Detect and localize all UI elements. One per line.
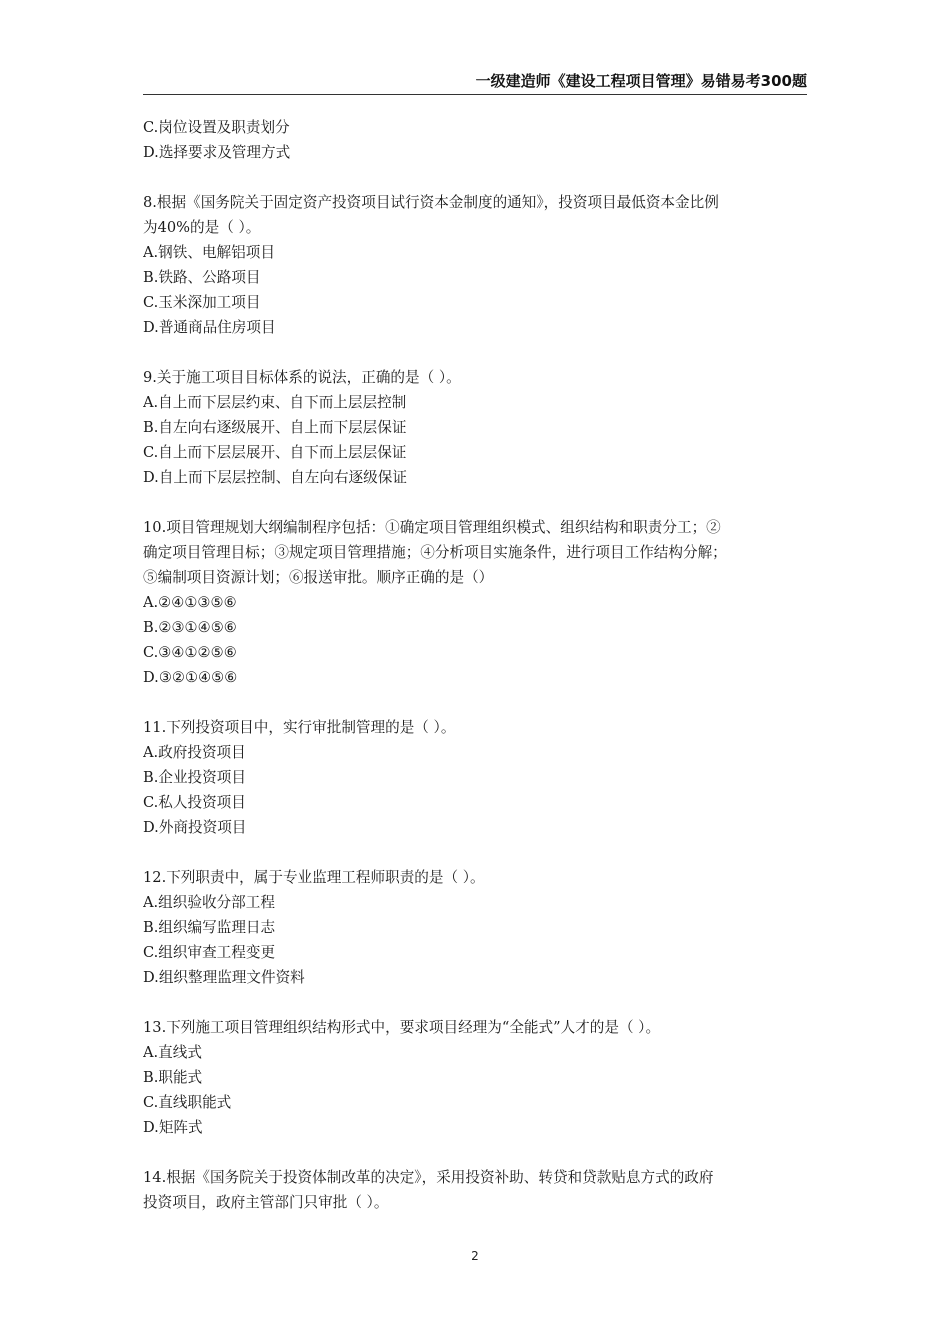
option-a: A.自上而下层层约束、自下而上层层控制 xyxy=(143,394,407,411)
option-d: D.普通商品住房项目 xyxy=(143,319,276,336)
question-stem: 投资项目，政府主管部门只审批（ ）。 xyxy=(143,1194,389,1211)
question-9 xyxy=(143,365,811,490)
question-10 xyxy=(143,515,811,690)
option-a: A.组织验收分部工程 xyxy=(143,894,275,911)
option-c: C.直线职能式 xyxy=(143,1094,232,1111)
option-b: B.铁路、公路项目 xyxy=(143,269,261,286)
question-stem: 14.根据《国务院关于投资体制改革的决定》，采用投资补助、转贷和贷款贴息方式的政府 xyxy=(143,1169,714,1186)
option-d: D.外商投资项目 xyxy=(143,819,247,836)
question-stem: 为40%的是（ ）。 xyxy=(143,219,261,236)
question-11 xyxy=(143,715,811,840)
question-14 xyxy=(143,1165,811,1215)
option-d: D.矩阵式 xyxy=(143,1119,203,1136)
option-b: B.②③①④⑤⑥ xyxy=(143,619,237,636)
document-title: 一级建造师《建设工程项目管理》易错易考300题 xyxy=(475,72,807,90)
option-c: C.③④①②⑤⑥ xyxy=(143,644,237,661)
option-b: B.组织编写监理日志 xyxy=(143,919,276,936)
option-c: C.组织审查工程变更 xyxy=(143,944,276,961)
page-content xyxy=(143,115,811,1215)
option-d: D.③②①④⑤⑥ xyxy=(143,669,238,686)
option-a: A.政府投资项目 xyxy=(143,744,246,761)
question-stem: ⑤编制项目资源计划；⑥报送审批。顺序正确的是（） xyxy=(143,569,494,586)
option-b: B.自左向右逐级展开、自上而下层层保证 xyxy=(143,419,407,436)
option-d: D.组织整理监理文件资料 xyxy=(143,969,305,986)
carryover-options xyxy=(143,115,811,165)
question-8 xyxy=(143,190,811,340)
option-c: C.玉米深加工项目 xyxy=(143,294,261,311)
option-d: D.选择要求及管理方式 xyxy=(143,144,291,161)
option-a: A.直线式 xyxy=(143,1044,202,1061)
option-c: C.岗位设置及职责划分 xyxy=(143,119,290,136)
question-stem: 10.项目管理规划大纲编制程序包括：①确定项目管理组织模式、组织结构和职责分工；② xyxy=(143,519,721,536)
question-stem: 9.关于施工项目目标体系的说法，正确的是（ ）。 xyxy=(143,369,461,386)
page-header xyxy=(143,72,807,95)
option-b: B.企业投资项目 xyxy=(143,769,246,786)
option-d: D.自上而下层层控制、自左向右逐级保证 xyxy=(143,469,407,486)
page-number: 2 xyxy=(471,1249,479,1263)
option-c: C.自上而下层层展开、自下而上层层保证 xyxy=(143,444,407,461)
question-12 xyxy=(143,865,811,990)
option-a: A.②④①③⑤⑥ xyxy=(143,594,237,611)
question-stem: 12.下列职责中，属于专业监理工程师职责的是（ ）。 xyxy=(143,869,485,886)
option-a: A.钢铁、电解铝项目 xyxy=(143,244,275,261)
question-stem: 11.下列投资项目中，实行审批制管理的是（ ）。 xyxy=(143,719,456,736)
question-stem: 13.下列施工项目管理组织结构形式中，要求项目经理为“全能式”人才的是（ ）。 xyxy=(143,1019,661,1036)
question-stem: 确定项目管理目标；③规定项目管理措施；④分析项目实施条件，进行项目工作结构分解； xyxy=(143,544,727,561)
question-13 xyxy=(143,1015,811,1140)
question-stem: 8.根据《国务院关于固定资产投资项目试行资本金制度的通知》，投资项目最低资本金比例 xyxy=(143,194,719,211)
option-b: B.职能式 xyxy=(143,1069,203,1086)
option-c: C.私人投资项目 xyxy=(143,794,246,811)
